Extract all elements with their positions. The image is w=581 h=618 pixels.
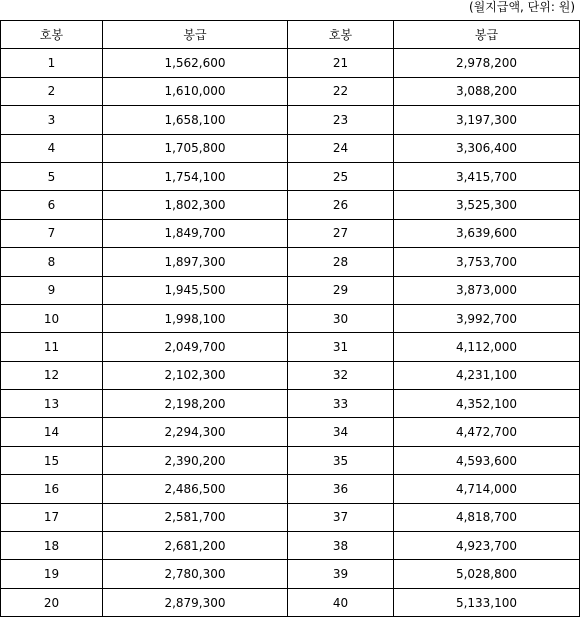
cell-step-left: 7 xyxy=(1,219,103,247)
table-row xyxy=(1,333,580,361)
cell-step-right: 26 xyxy=(288,191,394,219)
table-row xyxy=(1,77,580,105)
cell-step-right: 35 xyxy=(288,446,394,474)
cell-step-left: 13 xyxy=(1,390,103,418)
cell-step-left: 4 xyxy=(1,134,103,162)
table-row xyxy=(1,503,580,531)
cell-step-left: 11 xyxy=(1,333,103,361)
table-row xyxy=(1,219,580,247)
table-row xyxy=(1,134,580,162)
cell-pay-left: 1,897,300 xyxy=(103,248,288,276)
cell-step-right: 40 xyxy=(288,588,394,616)
cell-step-right: 29 xyxy=(288,276,394,304)
cell-step-right: 24 xyxy=(288,134,394,162)
table-body xyxy=(1,49,580,617)
cell-pay-right: 4,231,100 xyxy=(394,361,580,389)
cell-step-right: 22 xyxy=(288,77,394,105)
table-row xyxy=(1,446,580,474)
cell-step-left: 3 xyxy=(1,106,103,134)
cell-pay-right: 4,112,000 xyxy=(394,333,580,361)
cell-pay-right: 3,306,400 xyxy=(394,134,580,162)
cell-step-left: 20 xyxy=(1,588,103,616)
cell-step-right: 25 xyxy=(288,162,394,190)
cell-pay-right: 2,978,200 xyxy=(394,49,580,77)
cell-pay-right: 3,197,300 xyxy=(394,106,580,134)
cell-pay-left: 1,562,600 xyxy=(103,49,288,77)
table-row xyxy=(1,162,580,190)
cell-pay-left: 2,102,300 xyxy=(103,361,288,389)
table-row xyxy=(1,532,580,560)
cell-pay-left: 1,610,000 xyxy=(103,77,288,105)
cell-step-left: 15 xyxy=(1,446,103,474)
cell-pay-left: 2,294,300 xyxy=(103,418,288,446)
cell-pay-left: 2,879,300 xyxy=(103,588,288,616)
cell-step-left: 12 xyxy=(1,361,103,389)
cell-step-left: 10 xyxy=(1,304,103,332)
cell-pay-right: 3,088,200 xyxy=(394,77,580,105)
cell-pay-left: 1,658,100 xyxy=(103,106,288,134)
cell-pay-right: 4,352,100 xyxy=(394,390,580,418)
header-pay-left: 봉급 xyxy=(103,21,288,49)
cell-pay-left: 2,198,200 xyxy=(103,390,288,418)
cell-pay-left: 2,581,700 xyxy=(103,503,288,531)
table-row xyxy=(1,49,580,77)
cell-step-right: 37 xyxy=(288,503,394,531)
cell-step-right: 28 xyxy=(288,248,394,276)
cell-step-left: 16 xyxy=(1,475,103,503)
table-row xyxy=(1,418,580,446)
cell-pay-left: 1,754,100 xyxy=(103,162,288,190)
table-row xyxy=(1,106,580,134)
cell-step-right: 33 xyxy=(288,390,394,418)
cell-pay-right: 3,415,700 xyxy=(394,162,580,190)
header-step-right: 호봉 xyxy=(288,21,394,49)
cell-step-right: 30 xyxy=(288,304,394,332)
cell-step-left: 2 xyxy=(1,77,103,105)
table-row xyxy=(1,390,580,418)
cell-pay-left: 1,705,800 xyxy=(103,134,288,162)
table-row xyxy=(1,475,580,503)
table-row xyxy=(1,588,580,616)
cell-step-left: 19 xyxy=(1,560,103,588)
cell-pay-right: 4,818,700 xyxy=(394,503,580,531)
cell-pay-left: 1,945,500 xyxy=(103,276,288,304)
cell-step-left: 6 xyxy=(1,191,103,219)
cell-step-left: 18 xyxy=(1,532,103,560)
cell-step-left: 14 xyxy=(1,418,103,446)
cell-step-left: 9 xyxy=(1,276,103,304)
unit-note: (월지급액, 단위: 원) xyxy=(469,0,575,14)
table-row xyxy=(1,304,580,332)
header-step-left: 호봉 xyxy=(1,21,103,49)
cell-pay-left: 2,780,300 xyxy=(103,560,288,588)
salary-step-table xyxy=(0,20,580,617)
cell-step-right: 39 xyxy=(288,560,394,588)
cell-pay-right: 3,639,600 xyxy=(394,219,580,247)
header-row xyxy=(1,21,580,49)
cell-pay-right: 3,992,700 xyxy=(394,304,580,332)
cell-pay-left: 1,802,300 xyxy=(103,191,288,219)
cell-step-right: 32 xyxy=(288,361,394,389)
cell-pay-left: 1,849,700 xyxy=(103,219,288,247)
cell-pay-right: 3,873,000 xyxy=(394,276,580,304)
cell-step-left: 8 xyxy=(1,248,103,276)
cell-step-right: 31 xyxy=(288,333,394,361)
cell-step-right: 21 xyxy=(288,49,394,77)
table-row xyxy=(1,191,580,219)
table-header xyxy=(1,21,580,49)
cell-step-right: 27 xyxy=(288,219,394,247)
cell-pay-left: 1,998,100 xyxy=(103,304,288,332)
table-row xyxy=(1,361,580,389)
cell-pay-right: 4,472,700 xyxy=(394,418,580,446)
cell-pay-left: 2,486,500 xyxy=(103,475,288,503)
cell-step-right: 38 xyxy=(288,532,394,560)
cell-pay-left: 2,049,700 xyxy=(103,333,288,361)
cell-step-left: 5 xyxy=(1,162,103,190)
table-row xyxy=(1,248,580,276)
cell-pay-right: 4,923,700 xyxy=(394,532,580,560)
table-row xyxy=(1,276,580,304)
cell-step-left: 1 xyxy=(1,49,103,77)
cell-pay-right: 3,525,300 xyxy=(394,191,580,219)
cell-pay-right: 5,028,800 xyxy=(394,560,580,588)
header-pay-right: 봉급 xyxy=(394,21,580,49)
cell-step-left: 17 xyxy=(1,503,103,531)
cell-pay-left: 2,681,200 xyxy=(103,532,288,560)
cell-pay-right: 4,714,000 xyxy=(394,475,580,503)
cell-pay-left: 2,390,200 xyxy=(103,446,288,474)
table-row xyxy=(1,560,580,588)
cell-pay-right: 3,753,700 xyxy=(394,248,580,276)
cell-pay-right: 4,593,600 xyxy=(394,446,580,474)
cell-step-right: 36 xyxy=(288,475,394,503)
cell-pay-right: 5,133,100 xyxy=(394,588,580,616)
cell-step-right: 23 xyxy=(288,106,394,134)
cell-step-right: 34 xyxy=(288,418,394,446)
